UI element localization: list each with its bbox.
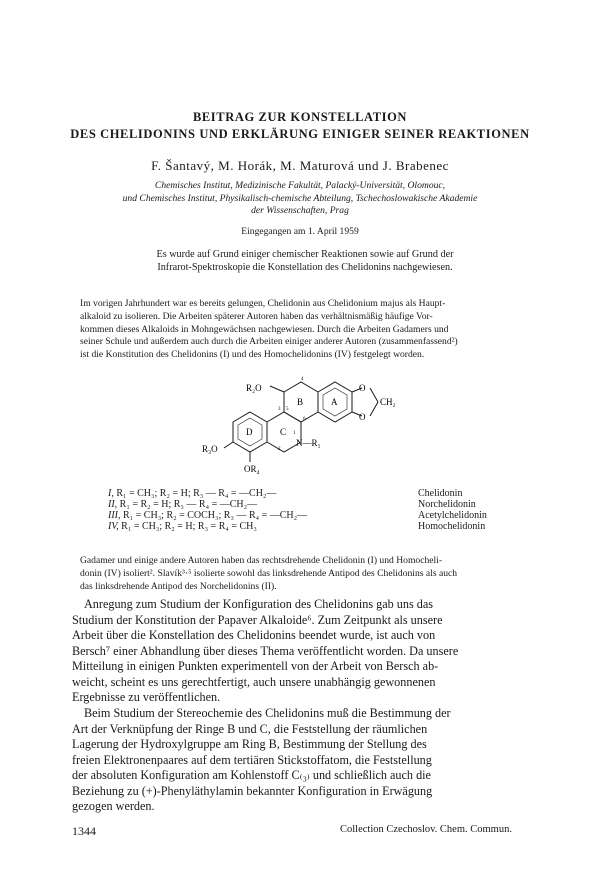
para2-line: gezogen werden. <box>72 799 155 813</box>
formula-row <box>108 488 528 499</box>
gadamer-line: donin (IV) isoliert². Slavík³·⁵ isolierte sowohl das linksdrehende Antipod des Chelidonins als auch <box>80 567 458 579</box>
n-r1-label: N—R₁ <box>296 438 321 448</box>
ch2-label: CH₂ <box>380 397 396 407</box>
ring-d-label: D <box>246 427 253 437</box>
formula-row <box>108 510 528 521</box>
formula-text: R₁ = CH₃; R₂ = H; R₃ — R₄ = —CH₂— <box>116 488 277 499</box>
formula-row <box>108 499 528 510</box>
para1-line: weicht, scheint es uns gerechtfertigt, auch unsere unabhängig gewonnenen <box>72 674 436 689</box>
received-date: Eingegangen am 1. April 1959 <box>241 226 359 237</box>
institution-line-3: der Wissenschaften, Prag <box>251 205 349 216</box>
para2-line: der absoluten Konfiguration am Kohlenstoff C₍₃₎ und schließlich auch die <box>72 768 431 782</box>
para1-line: Ergebnisse zu veröffentlichen. <box>72 690 221 704</box>
para2-line: Beziehung zu (+)-Phenyläthylamin bekannter Konfiguration in Erwägung <box>72 783 433 798</box>
journal-name: Collection Czechoslov. Chem. Commun. <box>340 824 512 835</box>
chelidonine-structure <box>200 372 420 482</box>
para1-line: Arbeit über die Konstellation des Chelidonins beendet wurde, ist auch von <box>72 628 436 642</box>
gadamer-paragraph <box>80 555 535 593</box>
para2-line: Beim Studium der Stereochemie des Chelidonins muß die Bestimmung der <box>84 706 451 720</box>
para2-line: Lagerung der Hydroxylgruppe am Ring B, Bestimmung der Stellung des <box>72 737 427 751</box>
intro-line: kommen dieses Alkaloids in Mohngewächsen nachgewiesen. Durch die Arbeiten Gadamers und <box>80 323 449 335</box>
formula-text: R₁ = CH₃; R₂ = H; R₃ = R₄ = CH₃ <box>121 521 257 532</box>
formula-row <box>108 521 528 532</box>
institution-line-2: und Chemisches Institut, Physikalisch-chemische Abteilung, Tschechoslowakische Akademie <box>122 192 478 204</box>
intro-paragraph <box>80 298 535 362</box>
page-number: 1344 <box>72 824 96 838</box>
formula-table <box>108 488 528 532</box>
position-1: 1 <box>293 431 296 436</box>
body-paragraph-2 <box>72 706 538 815</box>
gadamer-line: das linksdrehende Antipod des Norchelidonins (II). <box>80 580 277 592</box>
o-bottom-label: O <box>359 412 366 422</box>
formula-number: II, <box>108 499 118 510</box>
position-2: 2 <box>278 447 281 452</box>
intro-line: seiner Schule und außerdem auch durch die Arbeiten einiger anderer Autoren (zusammenfassend²) <box>80 336 458 348</box>
intro-line: Im vorigen Jahrhundert war es bereits gelungen, Chelidonin aus Chelidonium majus als Haupt- <box>80 298 446 309</box>
institution <box>40 180 560 218</box>
formula-text: R₁ = R₂ = H; R₃ — R₄ = —CH₂— <box>119 499 258 510</box>
title-line-2: DES CHELIDONINS UND ERKLÄRUNG EINIGER SEINER REAKTIONEN <box>70 127 530 141</box>
formula-number: IV, <box>108 521 119 532</box>
position-4: 4 <box>301 377 304 382</box>
formula-text: R₁ = CH₃; R₂ = COCH₃; R₃ — R₄ = —CH₂— <box>123 510 308 521</box>
or4-label: OR₄ <box>244 464 260 474</box>
r3o-label: R₃O <box>202 444 218 454</box>
o-top-label: O <box>359 383 366 393</box>
gadamer-line: Gadamer und einige andere Autoren haben das rechtsdrehende Chelidonin (I) und Homocheli- <box>80 555 443 566</box>
position-6: 6 <box>303 417 306 422</box>
para2-line: freien Elektronenpaares auf dem tertiären Stickstoffatom, die Feststellung <box>72 752 432 767</box>
para1-line: Bersch⁷ einer Abhandlung über dieses Thema veröffentlicht worden. Da unsere <box>72 643 459 658</box>
para1-line: Anregung zum Studium der Konfiguration des Chelidonins gab uns das <box>84 597 433 611</box>
para1-line: Studium der Konstitution der Papaver Alkaloide⁶. Zum Zeitpunkt als unsere <box>72 612 443 627</box>
formula-number: I, <box>108 488 114 499</box>
body-paragraph-1 <box>72 597 538 706</box>
abstract-line-2: Infrarot-Spektroskopie die Konstellation des Chelidonins nachgewiesen. <box>157 262 453 273</box>
abstract <box>80 248 530 274</box>
abstract-line-1: Es wurde auf Grund einiger chemischer Reaktionen sowie auf Grund der <box>156 249 454 260</box>
para2-line: Art der Verknüpfung der Ringe B und C, die Feststellung der räumlichen <box>72 721 428 736</box>
ring-c-label: C <box>280 427 287 437</box>
compound-name: Homochelidonin <box>418 521 486 532</box>
intro-line: alkaloid zu isolieren. Die Arbeiten späterer Autoren haben das verhältnismäßig häufige Vor- <box>80 310 433 322</box>
intro-line: ist die Konstitution des Chelidonins (I) und des Homochelidonins (IV) festgelegt worden. <box>80 349 425 361</box>
position-3: 3 <box>278 407 281 412</box>
compound-name: Chelidonin <box>418 488 463 499</box>
compound-name: Norchelidonin <box>418 499 476 510</box>
ring-a-label: A <box>331 397 338 407</box>
compound-name: Acetylchelidonin <box>418 510 487 521</box>
title-line-1: BEITRAG ZUR KONSTELLATION <box>192 110 408 124</box>
ring-b-label: B <box>297 397 304 407</box>
position-5: 5 <box>286 407 289 412</box>
formula-number: III, <box>108 510 121 521</box>
para1-line: Mitteilung in einigen Punkten experimentell von der Arbeit von Bersch ab- <box>72 659 439 673</box>
authors: F. Šantavý, M. Horák, M. Maturová und J. Brabenec <box>151 158 449 173</box>
r2o-label: R₂O <box>246 383 262 393</box>
institution-line-1: Chemisches Institut, Medizinische Fakultät, Palacký-Universität, Olomouc, <box>154 180 446 191</box>
